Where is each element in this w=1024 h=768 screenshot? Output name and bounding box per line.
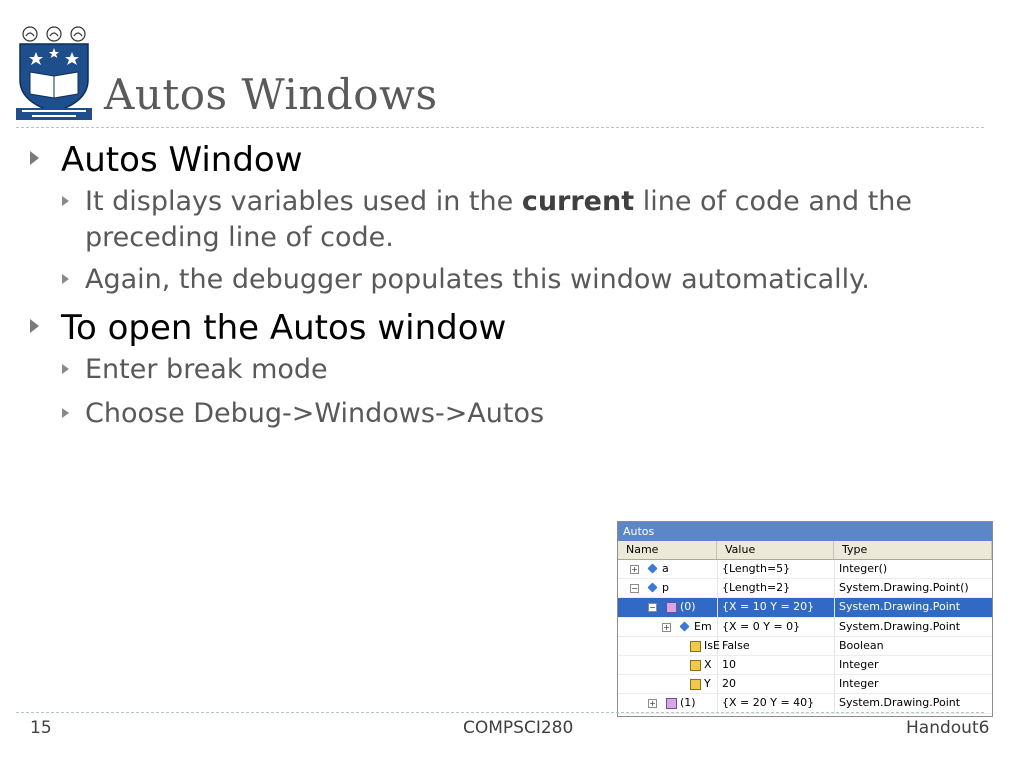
sub-bullet: [62, 184, 990, 256]
autos-cell-type: System.Drawing.Point: [834, 598, 992, 616]
variable-icon: [647, 583, 657, 593]
sub-bullet-arrow-icon: [62, 408, 69, 418]
autos-cell-name: [618, 560, 717, 578]
property-icon: [690, 641, 701, 652]
autos-cell-type: Boolean: [834, 637, 992, 655]
autos-row[interactable]: [618, 618, 992, 637]
autos-cell-type: Integer: [834, 656, 992, 674]
autos-cell-value: {Length=2}: [717, 579, 834, 597]
autos-cell-value: {X = 10 Y = 20}: [717, 598, 834, 616]
sub-bullet-text: Enter break mode: [85, 354, 328, 385]
handout-label: Handout6: [906, 718, 990, 738]
autos-cell-type: Integer(): [834, 560, 992, 578]
property-icon: [690, 660, 701, 671]
course-code: COMPSCI280: [463, 718, 574, 738]
sub-bullet: [62, 352, 990, 388]
autos-cell-name: [618, 675, 717, 693]
variable-name: a: [662, 562, 669, 575]
autos-row[interactable]: [618, 560, 992, 579]
bullet-arrow-icon: [30, 319, 39, 333]
text-part: line of code and the preceding line of code.: [85, 186, 913, 253]
variable-name: Y: [704, 677, 711, 691]
autos-cell-type: System.Drawing.Point(): [834, 579, 992, 597]
autos-rows: [618, 560, 992, 714]
variable-name: (1): [680, 696, 696, 710]
sub-bullet: [62, 262, 990, 298]
expand-icon[interactable]: +: [663, 622, 670, 632]
sub-bullet-arrow-icon: [62, 196, 69, 206]
autos-cell-value: {X = 0 Y = 0}: [717, 618, 834, 636]
slide-body: [30, 138, 990, 432]
variable-name: IsE: [704, 638, 720, 652]
autos-row[interactable]: [618, 637, 992, 656]
text-part: It displays variables used in the: [85, 186, 522, 217]
autos-cell-name: [618, 598, 717, 616]
bullet-open-autos: [30, 306, 990, 350]
bullet-text: To open the Autos window: [61, 308, 507, 348]
collapse-icon[interactable]: −: [631, 584, 638, 594]
column-header-name: Name: [618, 541, 717, 559]
variable-icon: [647, 563, 657, 573]
sub-bullet-text: Choose Debug->Windows->Autos: [85, 398, 545, 429]
autos-cell-name: [618, 579, 717, 597]
autos-cell-value: False: [717, 637, 834, 655]
sub-bullet: [62, 396, 990, 432]
structure-icon: [666, 602, 677, 613]
university-crest-logo: [16, 24, 92, 120]
bullet-arrow-icon: [30, 151, 39, 165]
expand-icon[interactable]: +: [649, 699, 656, 709]
autos-row[interactable]: [618, 675, 992, 694]
variable-name: Em: [694, 619, 712, 633]
autos-row[interactable]: [618, 656, 992, 675]
bullet-text: Autos Window: [61, 140, 303, 180]
sub-bullet-text: [85, 184, 935, 256]
page-number: 15: [30, 718, 52, 738]
column-header-value: Value: [717, 541, 834, 559]
autos-cell-value: {Length=5}: [717, 560, 834, 578]
autos-window-caption: Autos: [618, 522, 992, 541]
variable-icon: [679, 621, 689, 631]
property-icon: [690, 679, 701, 690]
autos-row[interactable]: [618, 579, 992, 598]
autos-cell-name: [618, 637, 720, 655]
variable-name: X: [704, 657, 712, 671]
title-divider: [16, 127, 984, 128]
autos-cell-type: Integer: [834, 675, 992, 693]
expand-icon[interactable]: +: [631, 565, 638, 574]
collapse-icon[interactable]: −: [649, 603, 656, 613]
autos-cell-type: System.Drawing.Point: [834, 694, 992, 712]
autos-row[interactable]: [618, 694, 992, 713]
footer-divider: [16, 712, 984, 713]
emphasis-text: current: [521, 186, 635, 217]
autos-cell-value: 10: [717, 656, 834, 674]
bullet-autos-window: [30, 138, 990, 182]
autos-cell-value: 20: [717, 675, 834, 693]
autos-column-headers: [618, 541, 992, 560]
autos-cell-type: System.Drawing.Point: [834, 618, 992, 636]
sub-bullet-arrow-icon: [62, 364, 69, 374]
autos-window-screenshot: [617, 521, 993, 717]
sub-bullet-text: Again, the debugger populates this window automatically.: [85, 264, 870, 295]
structure-icon: [666, 698, 677, 709]
variable-name: p: [662, 581, 669, 595]
autos-cell-name: [618, 656, 717, 674]
sub-bullet-arrow-icon: [62, 274, 69, 284]
autos-cell-value: {X = 20 Y = 40}: [717, 694, 834, 712]
autos-cell-name: [618, 694, 717, 712]
variable-name: (0): [680, 600, 696, 614]
slide-title: Autos Windows: [104, 70, 438, 119]
column-header-type: Type: [834, 541, 992, 559]
autos-row[interactable]: [618, 598, 992, 617]
autos-cell-name: [618, 618, 717, 636]
